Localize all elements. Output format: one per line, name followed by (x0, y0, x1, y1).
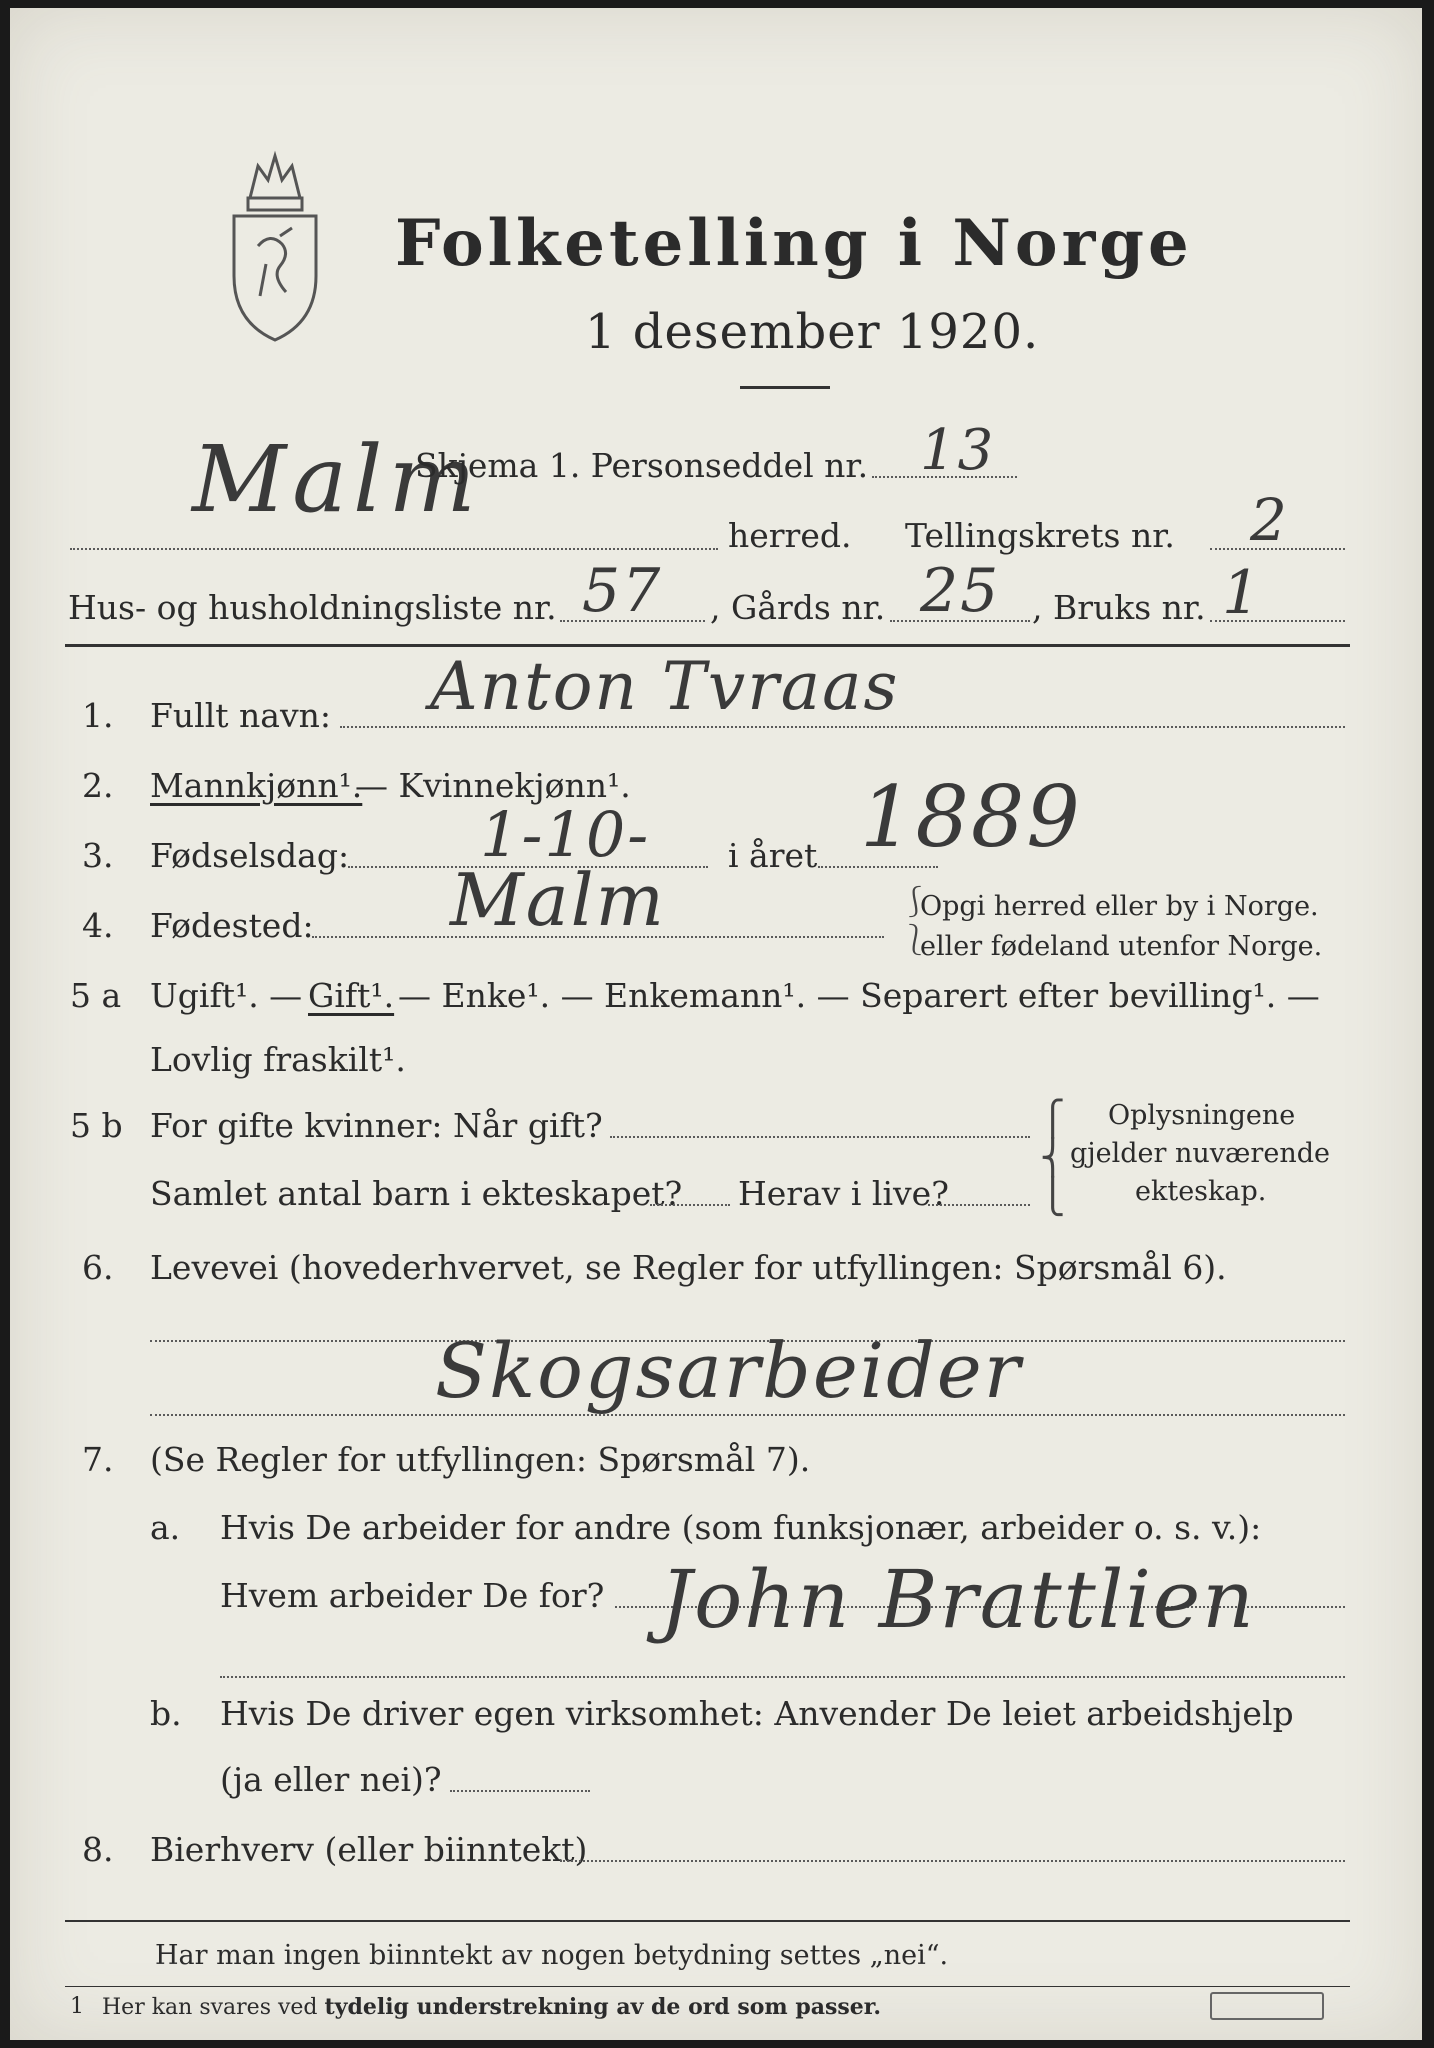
birth-year-handwritten: 1889 (860, 768, 1082, 866)
gards-nr-handwritten: 25 (920, 556, 1001, 626)
q8-number: 8. (82, 1830, 114, 1869)
q1-line (340, 726, 1345, 728)
q7b-line2: (ja eller nei)? (220, 1760, 442, 1799)
q7-number: 7. (82, 1440, 114, 1479)
footnote-text (102, 1994, 881, 2020)
census-form-page (10, 8, 1422, 2040)
lovlig-fraskilt-option: Lovlig fraskilt¹. (150, 1040, 406, 1079)
q4-brace: ⎰ (900, 885, 930, 920)
husholdningsliste-nr-handwritten: 57 (582, 556, 663, 626)
bruks-nr-handwritten: 1 (1222, 558, 1263, 628)
q6-line2 (150, 1414, 1345, 1416)
q5b-note-line3: ekteskap. (1135, 1176, 1267, 1207)
q3-label: Fødselsdag: (150, 836, 350, 875)
gards-label: , Gårds nr. (710, 588, 886, 627)
bruks-label: , Bruks nr. (1032, 588, 1206, 627)
q8-line (560, 1860, 1345, 1862)
footnote-text-a: Her kan svares ved (102, 1995, 325, 2020)
footer-note: Har man ingen biinntekt av nogen betydning settes „nei“. (155, 1940, 949, 1971)
q5b-children-label: Samlet antal barn i ekteskapet? (150, 1174, 683, 1213)
q5b-alive-label: Herav i live? (738, 1174, 949, 1213)
q7a-line3 (220, 1676, 1345, 1678)
q5b-line1: For gifte kvinner: Når gift? (150, 1106, 603, 1145)
q1-number: 1. (82, 696, 114, 735)
q7-label: (Se Regler for utfyllingen: Spørsmål 7). (150, 1440, 811, 1479)
q3-number: 3. (82, 836, 114, 875)
q8-label: Bierhverv (eller biinntekt) (150, 1830, 588, 1869)
q5b-brace: ⎧ ⎨ ⎩ (1040, 1099, 1066, 1218)
footer-rule (65, 1920, 1350, 1922)
q4-brace-lower: ⎱ (900, 923, 930, 958)
kvinnekjonn-option: — Kvinnekjønn¹. (355, 766, 631, 805)
coat-of-arms-icon (220, 136, 330, 346)
q5a-number: 5 a (70, 976, 122, 1015)
q7b-line1: Hvis De driver egen virksomhet: Anvender De leiet arbeidshjelp (220, 1694, 1294, 1733)
tellingskrets-nr-handwritten: 2 (1250, 486, 1289, 554)
occupation-handwritten: Skogsarbeider (435, 1326, 1023, 1415)
q4-note-line2: eller fødeland utenfor Norge. (920, 931, 1323, 962)
q5b-note-line2: gjelder nuværende (1070, 1138, 1330, 1169)
q4-label: Fødested: (150, 906, 314, 945)
q5b-note-line1: Oplysningene (1108, 1100, 1296, 1131)
census-date: 1 desember 1920. (585, 304, 1040, 360)
q5b-alive-line (928, 1204, 1030, 1206)
herred-name-handwritten: Malm (192, 426, 482, 533)
full-name-handwritten: Anton Tvraas (430, 648, 900, 725)
q7b-answer-line (450, 1790, 590, 1792)
ugift-option: Ugift¹. — (150, 976, 303, 1015)
civil-status-options: — Enke¹. — Enkemann¹. — Separert efter bevilling¹. — (398, 976, 1320, 1015)
q7a-line1: Hvis De arbeider for andre (som funksjonær, arbeider o. s. v.): (220, 1508, 1262, 1547)
printer-stamp (1210, 1992, 1324, 2020)
tellingskrets-label: Tellingskrets nr. (905, 516, 1175, 555)
birth-day-handwritten: 1-10- (480, 798, 651, 871)
q3-year-line (818, 866, 938, 868)
q4-note-line1: Opgi herred eller by i Norge. (920, 891, 1319, 922)
husholdningsliste-label: Hus- og husholdningsliste nr. (68, 588, 557, 627)
gift-option: Gift¹. (308, 976, 395, 1015)
q7a-letter: a. (150, 1508, 181, 1547)
herred-line (70, 548, 718, 550)
q1-label: Fullt navn: (150, 696, 331, 735)
year-label: i året (728, 836, 818, 875)
q4-number: 4. (82, 906, 114, 945)
q5b-married-line (610, 1136, 1030, 1138)
employer-handwritten: John Brattlien (660, 1553, 1256, 1646)
q7b-letter: b. (150, 1694, 182, 1733)
birthplace-handwritten: Malm (450, 858, 666, 942)
herred-label: herred. (728, 516, 852, 555)
footnote-number: 1 (70, 1994, 84, 2019)
q5b-children-line (650, 1204, 730, 1206)
q2-number: 2. (82, 766, 114, 805)
mannkjonn-option: Mannkjønn¹. (150, 766, 363, 805)
skjema-label: Skjema 1. Personseddel nr. (415, 446, 869, 485)
personseddel-nr-handwritten: 13 (920, 418, 996, 483)
footnote-text-b: tydelig understrekning av de ord som passer. (324, 1994, 882, 2020)
footnote-rule (65, 1986, 1350, 1987)
q6-number: 6. (82, 1248, 114, 1287)
q6-label: Levevei (hovederhvervet, se Regler for utfyllingen: Spørsmål 6). (150, 1248, 1227, 1287)
title-divider (740, 386, 830, 389)
form-title: Folketelling i Norge (395, 206, 1193, 281)
q5b-number: 5 b (70, 1106, 123, 1145)
q7a-line2: Hvem arbeider De for? (220, 1576, 605, 1615)
header-rule (65, 644, 1350, 647)
